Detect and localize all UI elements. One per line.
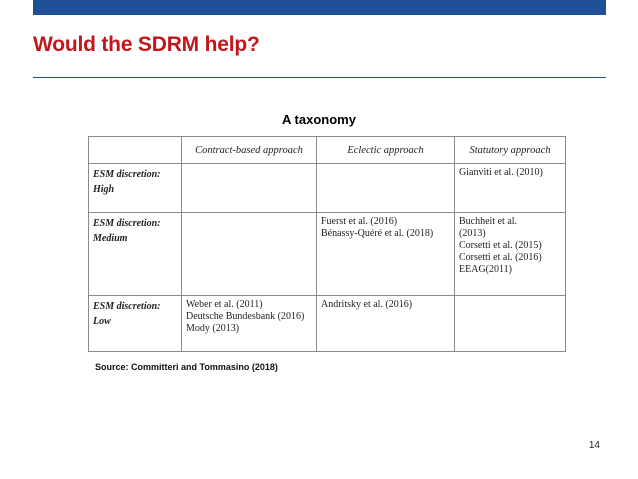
citation-text: Corsetti et al. (2016) xyxy=(459,252,542,263)
table-cell xyxy=(317,296,455,352)
table-cell xyxy=(455,296,566,352)
source-note: Source: Committeri and Tommasino (2018) xyxy=(95,362,278,372)
table-cell xyxy=(182,296,317,352)
slide-subtitle: A taxonomy xyxy=(282,112,356,127)
row-header xyxy=(89,164,182,213)
citation-text: (2013) xyxy=(459,228,486,239)
row-header xyxy=(89,296,182,352)
table-row xyxy=(89,296,566,352)
row-header-line: ESM discretion: xyxy=(93,218,161,229)
table-row xyxy=(89,164,566,213)
citation-text: Deutsche Bundesbank (2016) xyxy=(186,311,305,322)
row-header-line: ESM discretion: xyxy=(93,301,161,312)
citation-text: Buchheit et al. xyxy=(459,216,518,227)
citation-text: Andritsky et al. (2016) xyxy=(321,299,413,310)
table-cell xyxy=(182,164,317,213)
table-cell xyxy=(317,213,455,296)
citation-text: Fuerst et al. (2016) xyxy=(321,216,398,227)
row-header-line: Low xyxy=(93,316,111,327)
citation-text: Gianviti et al. (2010) xyxy=(459,167,543,178)
top-accent-bar xyxy=(33,0,606,15)
table-cell xyxy=(455,164,566,213)
citation-text: Corsetti et al. (2015) xyxy=(459,240,542,251)
column-header: Statutory approach xyxy=(455,137,566,164)
citation-text: Mody (2013) xyxy=(186,323,240,334)
row-header-line: Medium xyxy=(93,233,128,244)
row-header-line: ESM discretion: xyxy=(93,169,161,180)
column-header: Eclectic approach xyxy=(317,137,455,164)
taxonomy-table xyxy=(88,136,566,352)
table-header-row xyxy=(89,137,566,164)
table-cell xyxy=(182,213,317,296)
row-header-line: High xyxy=(93,184,115,195)
table-cell xyxy=(317,164,455,213)
citation-text: Bénassy-Quéré et al. (2018) xyxy=(321,228,434,239)
column-header: Contract-based approach xyxy=(182,137,317,164)
citation-text: EEAG(2011) xyxy=(459,264,512,275)
page-number: 14 xyxy=(588,440,600,451)
title-divider xyxy=(33,77,606,78)
table-row xyxy=(89,213,566,296)
table-corner-cell xyxy=(89,137,182,164)
citation-text: Weber et al. (2011) xyxy=(186,299,263,310)
slide-title: Would the SDRM help? xyxy=(33,33,260,56)
row-header xyxy=(89,213,182,296)
table-cell xyxy=(455,213,566,296)
